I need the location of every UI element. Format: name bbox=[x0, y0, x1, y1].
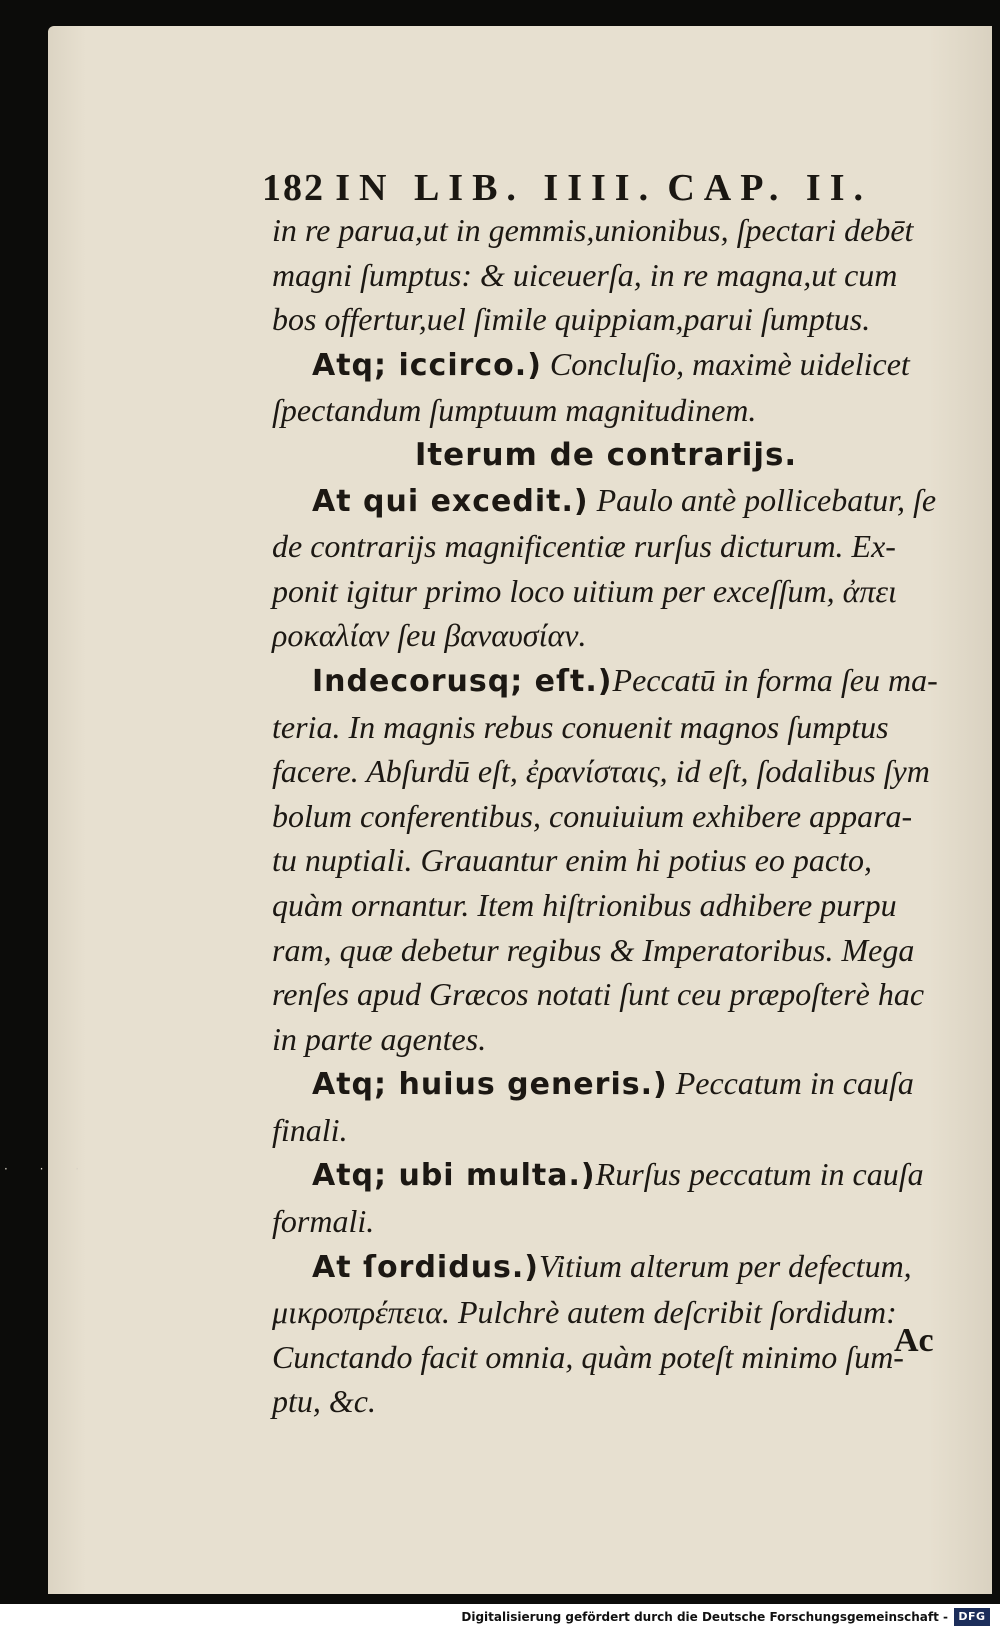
text-line: ptu, &c. bbox=[272, 1383, 376, 1420]
page-body bbox=[272, 208, 940, 1424]
text-line: ροκαλίαν ſeu βαναυσίαν. bbox=[272, 617, 587, 654]
text-line: formali. bbox=[272, 1203, 375, 1240]
binding-marks: · · · bbox=[4, 1162, 94, 1176]
footer-credit: Digitalisierung gefördert durch die Deutsche Forschungsgemeinschaft - bbox=[461, 1610, 948, 1624]
lemma: Atq; iccirco.) bbox=[312, 347, 542, 383]
text-line: magni ſumptus: & uiceuerſa, in re magna,ut cum bbox=[272, 256, 898, 293]
lemma-line: Atq; ubi multa.)Rurſus peccatum in cauſa bbox=[312, 1156, 924, 1194]
text-line: finali. bbox=[272, 1111, 348, 1148]
text-line: facere. Abſurdū eſt, ἐρανίσταις, id eſt, ſodalibus ſym bbox=[272, 753, 930, 790]
header-book: IN LIB. IIII. bbox=[335, 167, 658, 209]
lemma-line: At ſordidus.)Vitium alterum per defectum, bbox=[312, 1247, 912, 1285]
text-line: teria. In magnis rebus conuenit magnos ſumptus bbox=[272, 708, 889, 745]
text-line: Cunctando facit omnia, quàm poteſt minimo ſum- bbox=[272, 1338, 904, 1375]
text-line: ponit igitur primo loco uitium per exceſſum, ἀπει bbox=[272, 572, 897, 609]
lemma-line: At qui excedit.) Paulo antè pollicebatur, ſe bbox=[312, 481, 937, 519]
lemma: At qui excedit.) bbox=[312, 483, 589, 519]
lemma: At ſordidus.) bbox=[312, 1249, 540, 1285]
text-line: bolum conferentibus, conuiuium exhibere appara- bbox=[272, 797, 913, 834]
text-line: ram, quæ debetur regibus & Imperatoribus. Mega bbox=[272, 931, 915, 968]
text-line: quàm ornantur. Item hiſtrionibus adhibere purpu bbox=[272, 886, 897, 923]
header-chapter: CAP. II. bbox=[667, 167, 872, 209]
text-line: tu nuptiali. Grauantur enim hi potius eo pacto, bbox=[272, 842, 872, 879]
lemma: Indecorusq; eſt.) bbox=[312, 663, 613, 699]
lemma-line: Indecorusq; eſt.)Peccatū in forma ſeu ma- bbox=[312, 661, 938, 699]
lemma: Atq; huius generis.) bbox=[312, 1067, 668, 1103]
dfg-logo-icon: DFG bbox=[954, 1608, 990, 1626]
text-line: bos offertur,uel ſimile quippiam,parui ſumptus. bbox=[272, 301, 871, 338]
page-number: 182 bbox=[262, 167, 325, 209]
lemma: Atq; ubi multa.) bbox=[312, 1158, 596, 1194]
text-line: renſes apud Græcos notati ſunt ceu præpoſterè hac bbox=[272, 976, 925, 1013]
text-line: de contrarijs magnificentiæ rurſus dicturum. Ex- bbox=[272, 528, 896, 565]
catchword: Ac bbox=[894, 1322, 934, 1359]
text-line: in re parua,ut in gemmis,unionibus, ſpectari debēt bbox=[272, 212, 914, 248]
running-header bbox=[262, 166, 872, 210]
text-line: in parte agentes. bbox=[272, 1020, 487, 1057]
section-heading: Iterum de contrarijs. bbox=[414, 436, 798, 473]
text-line: ſpectandum ſumptuum magnitudinem. bbox=[272, 392, 757, 429]
lemma-line: Atq; huius generis.) Peccatum in cauſa bbox=[312, 1065, 914, 1103]
lemma-line: Atq; iccirco.) Concluſio, maximè uidelicet bbox=[312, 345, 910, 383]
text-line: μικροπρέπεια. Pulchrè autem deſcribit ſordidum: bbox=[272, 1294, 897, 1331]
